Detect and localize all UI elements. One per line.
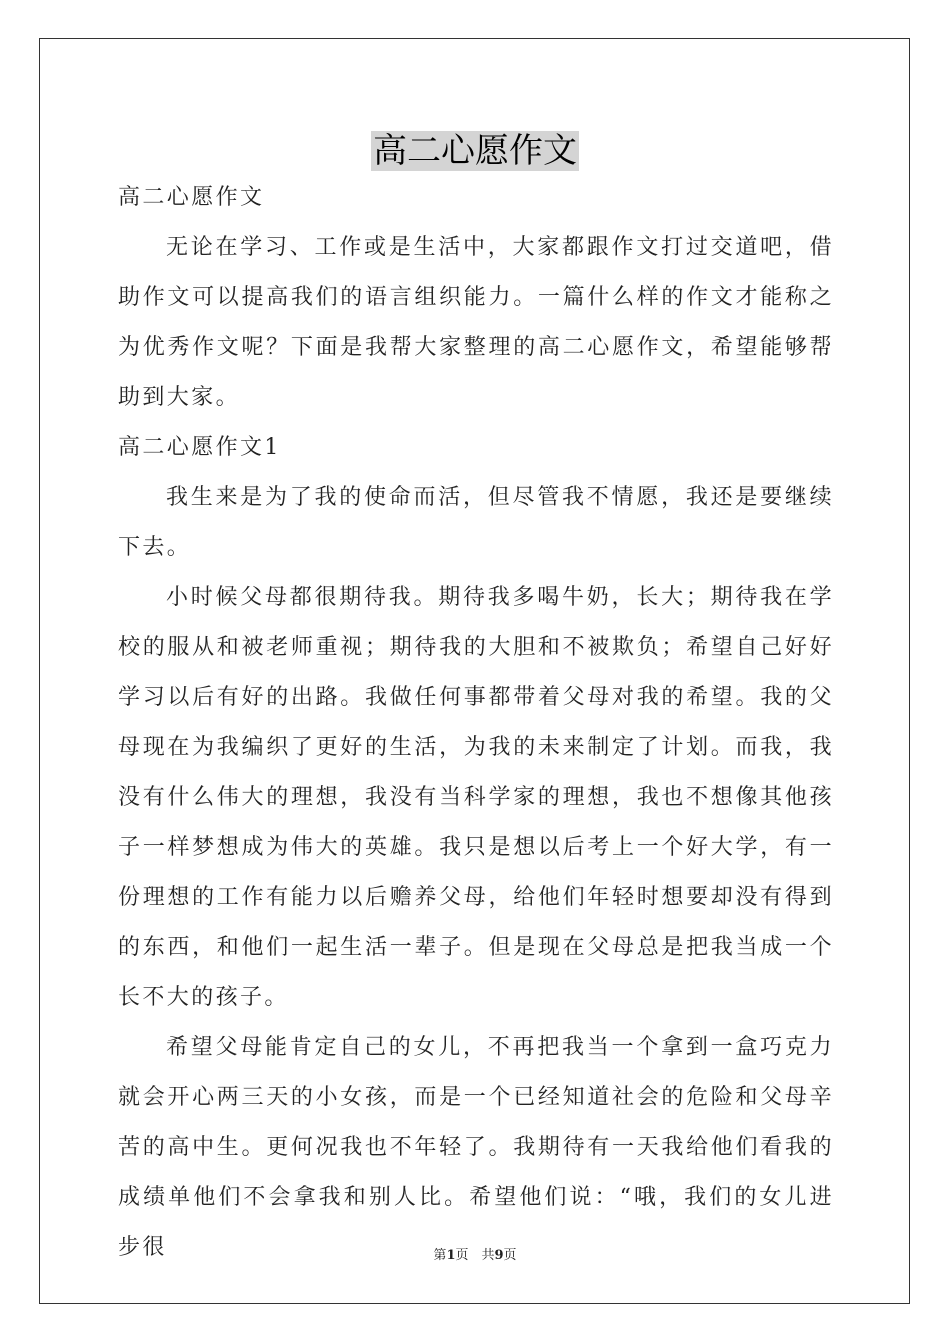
- paragraph: 无论在学习、工作或是生活中，大家都跟作文打过交道吧，借助作文可以提高我们的语言组织能力。一篇什么样的作文才能称之为优秀作文呢？下面是我帮大家整理的高二心愿作文，希望能够帮助到大家。: [118, 235, 834, 410]
- paragraph: 我生来是为了我的使命而活，但尽管我不情愿，我还是要继续下去。: [118, 485, 834, 560]
- page-footer: [0, 1246, 950, 1266]
- page-total: 9: [494, 1248, 504, 1263]
- document-title: [0, 123, 950, 179]
- paragraph: 小时候父母都很期待我。期待我多喝牛奶，长大；期待我在学校的服从和被老师重视；期待我的大胆和不被欺负；希望自己好好学习以后有好的出路。我做任何事都带着父母对我的希望。我的父母现在为我编织了更好的生活，为我的未来制定了计划。而我，我没有什么伟大的理想，我没有当科学家的理想，我也不想像其他孩子一样梦想成为伟大的英雄。我只是想以后考上一个好大学，有一份理想的工作有能力以后赡养父母，给他们年轻时想要却没有得到的东西，和他们一起生活一辈子。但是现在父母总是把我当成一个长不大的孩子。: [118, 585, 834, 1010]
- page-mid: 页 共: [455, 1248, 495, 1263]
- page-current: 1: [446, 1248, 456, 1263]
- document-body: [118, 173, 834, 1273]
- paragraph: 希望父母能肯定自己的女儿，不再把我当一个拿到一盒巧克力就会开心两三天的小女孩，而是一个已经知道社会的危险和父母辛苦的高中生。更何况我也不年轻了。我期待有一天我给他们看我的成绩单他们不会拿我和别人比。希望他们说：“哦，我们的女儿进步很: [118, 1035, 834, 1260]
- paragraph: 高二心愿作文: [118, 185, 265, 210]
- page-suffix: 页: [503, 1248, 517, 1263]
- title-highlight: 高二心愿作文: [373, 131, 577, 171]
- paragraph: 高二心愿作文1: [118, 435, 281, 460]
- page-prefix: 第: [433, 1248, 447, 1263]
